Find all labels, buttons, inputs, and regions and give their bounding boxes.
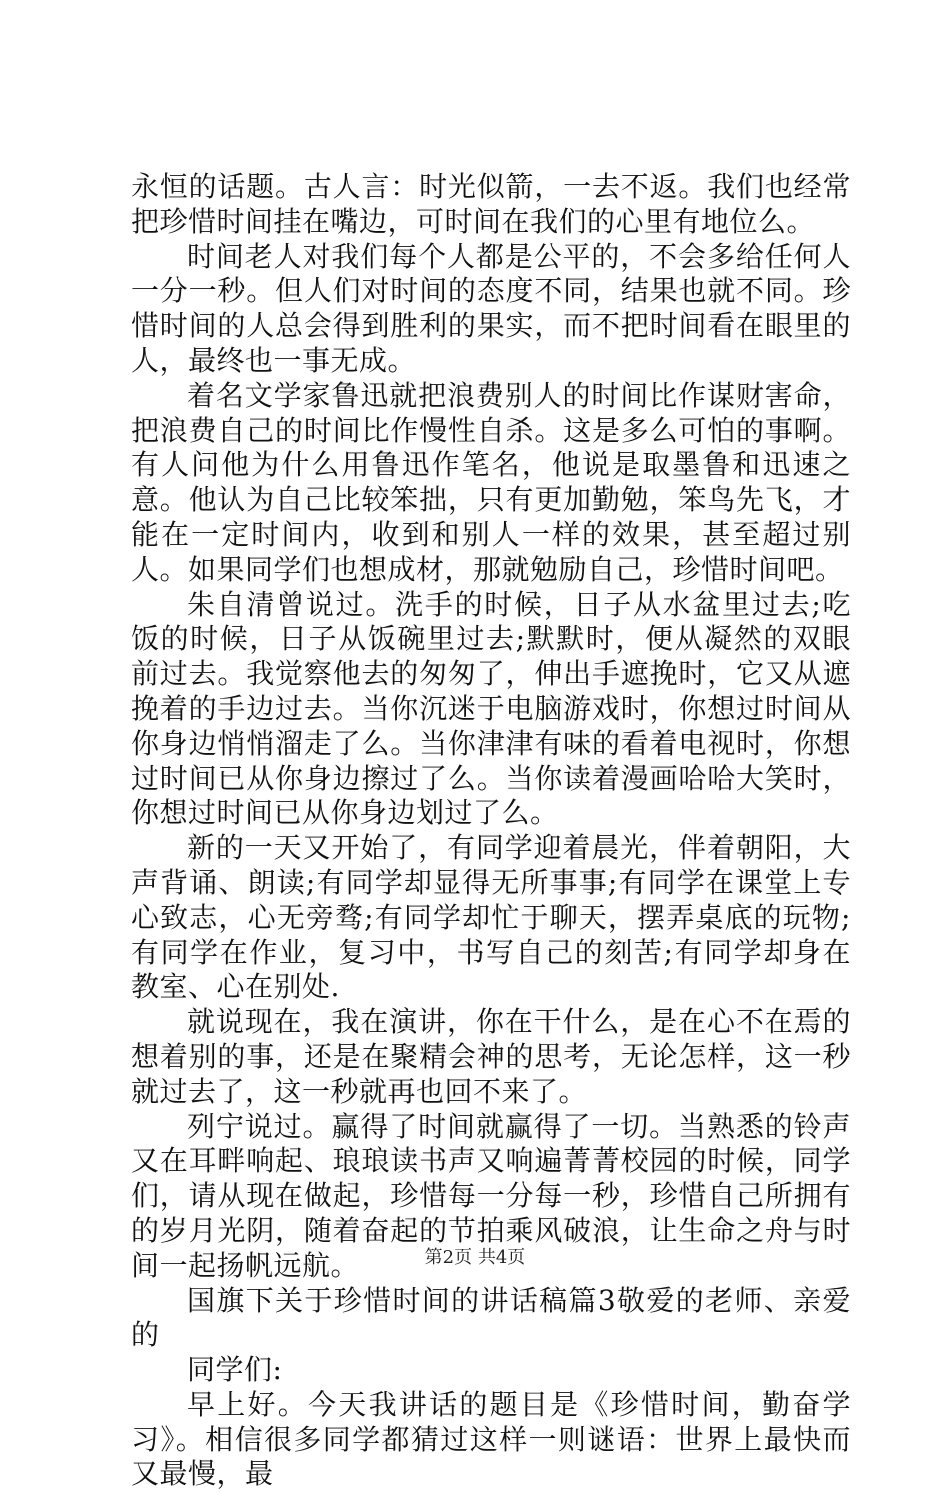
page-footer: 第2页 共4页 bbox=[424, 1247, 526, 1268]
paragraph-2: 时间老人对我们每个人都是公平的，不会多给任何人一分一秒。但人们对时间的态度不同，结果也就不同。珍惜时间的人总会得到胜利的果实，而不把时间看在眼里的人，最终也一事无成。 bbox=[131, 239, 851, 377]
document-body bbox=[131, 170, 851, 1492]
paragraph-1: 永恒的话题。古人言：时光似箭，一去不返。我们也经常把珍惜时间挂在嘴边，可时间在我们的心里有地位么。 bbox=[131, 170, 851, 238]
paragraph-7: 列宁说过。赢得了时间就赢得了一切。当熟悉的铃声又在耳畔响起、琅琅读书声又响遍菁菁校园的时候，同学们，请从现在做起，珍惜每一分每一秒，珍惜自己所拥有的岁月光阴，随着奋起的节拍乘风破浪，让生命之舟与时间一起扬帆远航。 bbox=[131, 1109, 851, 1282]
paragraph-5: 新的一天又开始了，有同学迎着晨光，伴着朝阳，大声背诵、朗读;有同学却显得无所事事;有同学在课堂上专心致志，心无旁骛;有同学却忙于聊天，摆弄桌底的玩物;有同学在作业，复习中，书写自己的刻苦;有同学却身在教室、心在别处. bbox=[131, 831, 851, 1004]
paragraph-4: 朱自清曾说过。洗手的时候，日子从水盆里过去;吃饭的时候，日子从饭碗里过去;默默时，便从凝然的双眼前过去。我觉察他去的匆匆了，伸出手遮挽时，它又从遮挽着的手边过去。当你沉迷于电脑游戏时，你想过时间从你身边悄悄溜走了么。当你津津有味的看着电视时，你想过时间已从你身边擦过了么。当你读着漫画哈哈大笑时，你想过时间已从你身边划过了么。 bbox=[131, 587, 851, 830]
paragraph-8: 国旗下关于珍惜时间的讲话稿篇3敬爱的老师、亲爱的 bbox=[131, 1283, 851, 1352]
paragraph-3: 着名文学家鲁迅就把浪费别人的时间比作谋财害命，把浪费自己的时间比作慢性自杀。这是多么可怕的事啊。有人问他为什么用鲁迅作笔名，他说是取墨鲁和迅速之意。他认为自己比较笨拙，只有更加勤勉，笨鸟先飞，才能在一定时间内，收到和别人一样的效果，甚至超过别人。如果同学们也想成材，那就勉励自己，珍惜时间吧。 bbox=[131, 378, 851, 586]
paragraph-10: 早上好。今天我讲话的题目是《珍惜时间，勤奋学习》。相信很多同学都猜过这样一则谜语：世界上最快而又最慢，最 bbox=[131, 1387, 851, 1491]
paragraph-6: 就说现在，我在演讲，你在干什么，是在心不在焉的想着别的事，还是在聚精会神的思考，无论怎样，这一秒就过去了，这一秒就再也回不来了。 bbox=[131, 1005, 851, 1108]
paragraph-9: 同学们: bbox=[187, 1353, 283, 1387]
